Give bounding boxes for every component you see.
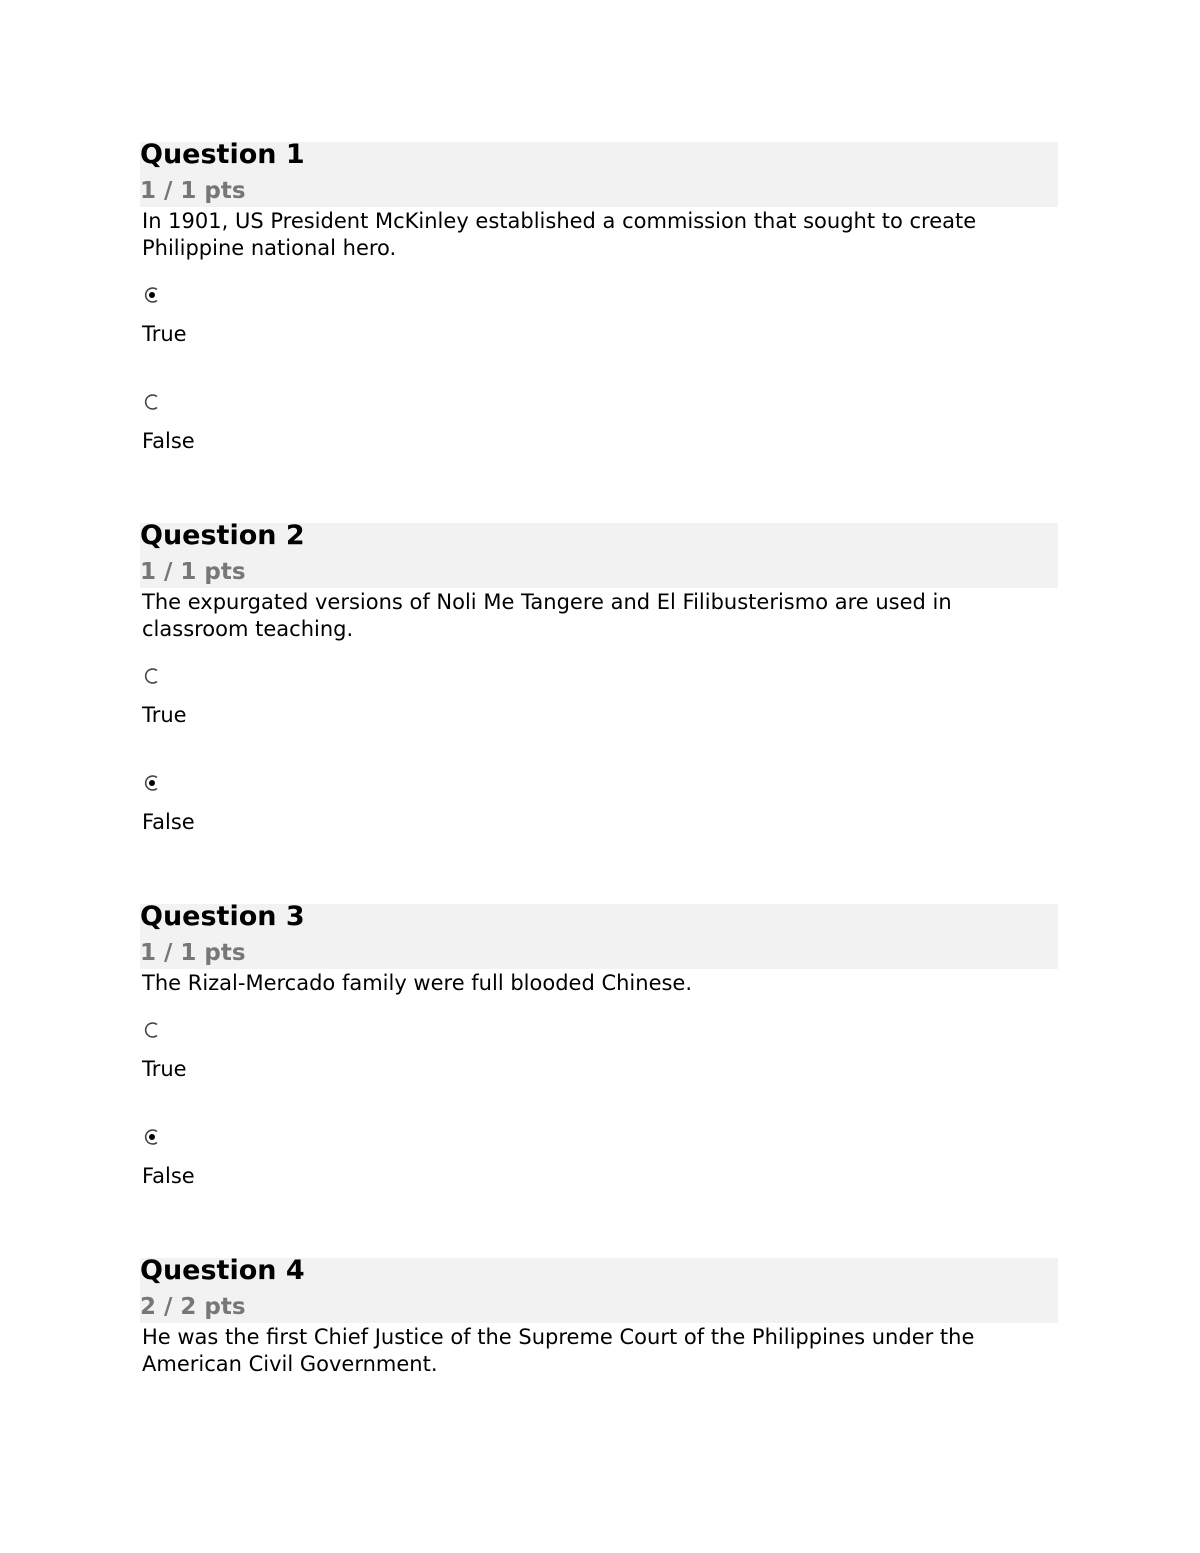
question-header (140, 139, 1058, 207)
question-1 (140, 139, 1058, 499)
question-text: In 1901, US President McKinley established a commission that sought to create Philippine national hero. (142, 209, 977, 260)
radio-selected-icon[interactable] (142, 1127, 162, 1147)
question-points: 1 / 1 pts (140, 559, 246, 585)
question-3 (140, 901, 1058, 1234)
radio-unselected-icon[interactable] (142, 666, 162, 686)
answer-option-false[interactable] (142, 773, 1058, 880)
radio-unselected-icon[interactable] (142, 1020, 162, 1040)
question-title: Question 2 (140, 520, 305, 551)
question-title: Question 4 (140, 1255, 305, 1286)
answer-option-true[interactable] (142, 285, 1058, 392)
question-4 (140, 1255, 1058, 1378)
question-points: 2 / 2 pts (140, 1294, 246, 1320)
answer-label: False (142, 429, 195, 453)
question-text: The Rizal-Mercado family were full blooded Chinese. (142, 971, 693, 995)
radio-selected-icon[interactable] (142, 285, 162, 305)
answer-option-false[interactable] (142, 1127, 1058, 1234)
question-points: 1 / 1 pts (140, 940, 246, 966)
answer-label: True (142, 703, 187, 727)
question-text: He was the first Chief Justice of the Supreme Court of the Philippines under the American Civil Government. (142, 1325, 975, 1376)
answer-label: False (142, 1164, 195, 1188)
answer-label: False (142, 810, 195, 834)
answer-option-true[interactable] (142, 1020, 1058, 1127)
answer-option-false[interactable] (142, 392, 1058, 499)
question-header (140, 1255, 1058, 1323)
question-points: 1 / 1 pts (140, 178, 246, 204)
question-header (140, 901, 1058, 969)
question-title: Question 3 (140, 901, 305, 932)
answer-label: True (142, 322, 187, 346)
question-2 (140, 520, 1058, 880)
question-text: The expurgated versions of Noli Me Tangere and El Filibusterismo are used in classroom teaching. (142, 590, 952, 641)
answer-label: True (142, 1057, 187, 1081)
radio-unselected-icon[interactable] (142, 392, 162, 412)
radio-selected-icon[interactable] (142, 773, 162, 793)
question-title: Question 1 (140, 139, 305, 170)
question-header (140, 520, 1058, 588)
answer-option-true[interactable] (142, 666, 1058, 773)
